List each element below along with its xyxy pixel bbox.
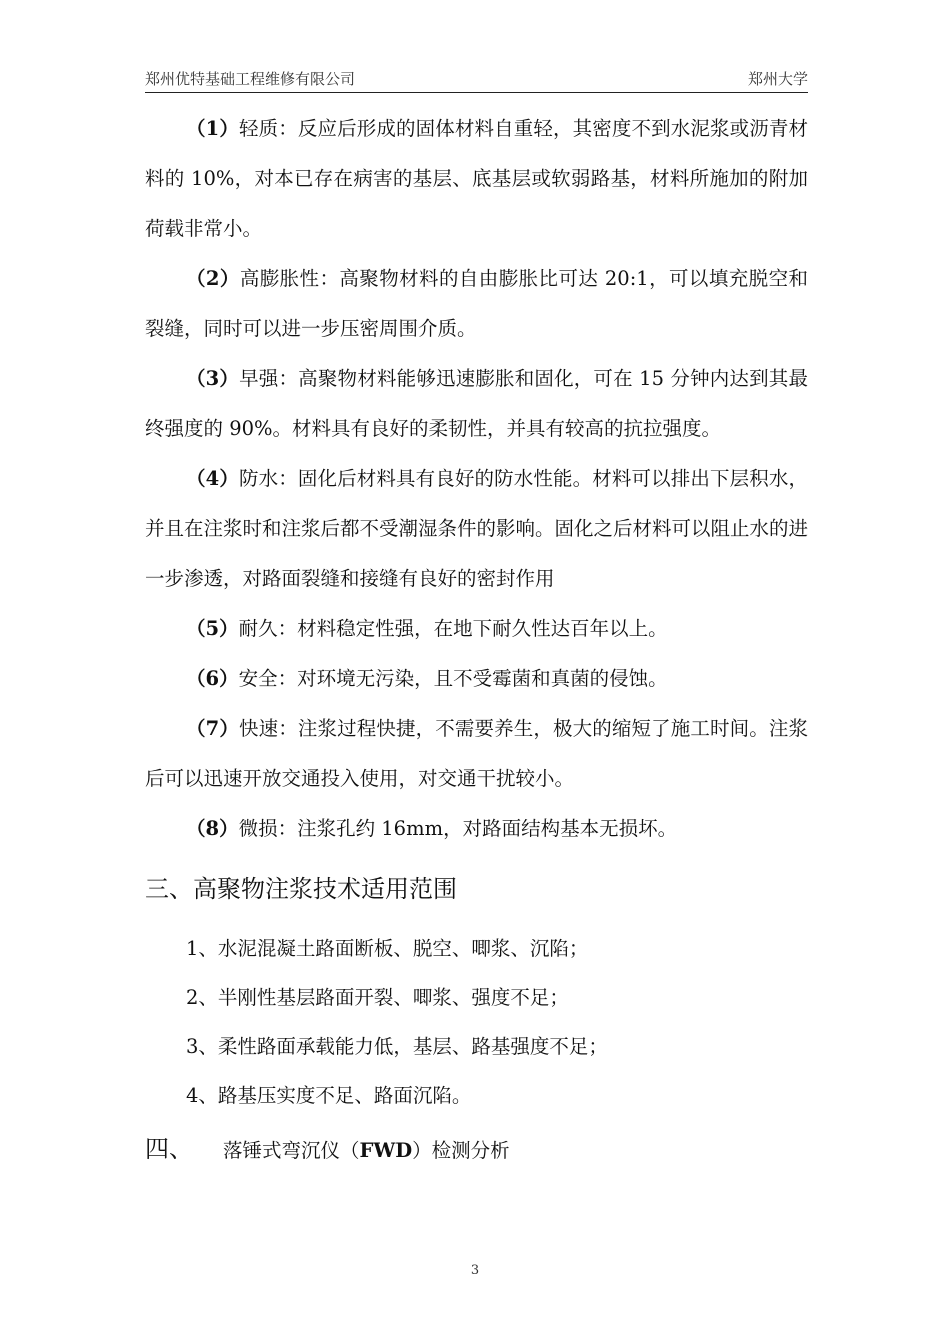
list-item: 1、水泥混凝土路面断板、脱空、唧浆、沉陷； <box>186 937 589 960</box>
list-item: 3、柔性路面承载能力低，基层、路基强度不足； <box>186 1035 608 1058</box>
paragraph-4 <box>145 454 808 604</box>
paragraph-number: （3） <box>186 367 240 390</box>
section-3-list <box>145 924 808 1120</box>
document-body <box>145 104 808 1168</box>
paragraph-text: 防水：固化后材料具有良好的防水性能。材料可以排出下层积水，并且在注浆时和注浆后都不受潮湿条件的影响。固化之后材料可以阻止水的进一步渗透，对路面裂缝和接缝有良好的密封作用 <box>145 467 809 590</box>
section-4-prefix: 四、 <box>145 1135 193 1163</box>
paragraph-2 <box>145 254 808 354</box>
section-4-title-fwd: FWD <box>359 1139 413 1162</box>
paragraph-text: 安全：对环境无污染，且不受霉菌和真菌的侵蚀。 <box>238 667 668 690</box>
paragraph-text: 微损：注浆孔约 16mm，对路面结构基本无损坏。 <box>238 817 678 840</box>
paragraph-number: （4） <box>186 467 239 490</box>
paragraph-1 <box>145 104 808 254</box>
paragraph-8 <box>145 804 808 854</box>
paragraph-6 <box>145 654 808 704</box>
page-number: 3 <box>470 1263 480 1278</box>
page-header <box>145 66 808 93</box>
paragraph-text: 耐久：材料稳定性强，在地下耐久性达百年以上。 <box>238 617 668 640</box>
paragraph-text: 快速：注浆过程快捷，不需要养生，极大的缩短了施工时间。注浆后可以迅速开放交通投入使用，对交通干扰较小。 <box>145 717 808 790</box>
paragraph-number: （7） <box>186 717 239 740</box>
paragraph-number: （1） <box>186 117 239 140</box>
paragraph-text: 轻质：反应后形成的固体材料自重轻，其密度不到水泥浆或沥青材料的 10%，对本已存在病害的基层、底基层或软弱路基，材料所施加的附加荷载非常小。 <box>145 117 808 240</box>
paragraph-text: 早强：高聚物材料能够迅速膨胀和固化，可在 15 分钟内达到其最终强度的 90%。材料具有良好的柔韧性，并具有较高的抗拉强度。 <box>145 367 808 440</box>
list-item: 2、半刚性基层路面开裂、唧浆、强度不足； <box>186 986 569 1009</box>
list-item: 4、路基压实度不足、路面沉陷。 <box>186 1084 472 1107</box>
section-4-title-c: ）检测分析 <box>412 1139 510 1162</box>
paragraph-number: （2） <box>186 267 240 290</box>
section-3-heading: 三、高聚物注浆技术适用范围 <box>145 875 457 903</box>
paragraph-7 <box>145 704 808 804</box>
section-4-title-a: 落锤式弯沉仪（ <box>223 1139 360 1162</box>
paragraph-text: 高膨胀性：高聚物材料的自由膨胀比可达 20:1，可以填充脱空和裂缝，同时可以进一步压密周围介质。 <box>145 267 808 340</box>
paragraph-5 <box>145 604 808 654</box>
paragraph-3 <box>145 354 808 454</box>
header-company: 郑州优特基础工程维修有限公司 <box>145 70 356 88</box>
header-university: 郑州大学 <box>747 70 808 88</box>
paragraph-number: （8） <box>186 817 239 840</box>
paragraph-number: （5） <box>186 617 239 640</box>
section-4-heading <box>145 1134 808 1168</box>
paragraph-number: （6） <box>186 667 239 690</box>
